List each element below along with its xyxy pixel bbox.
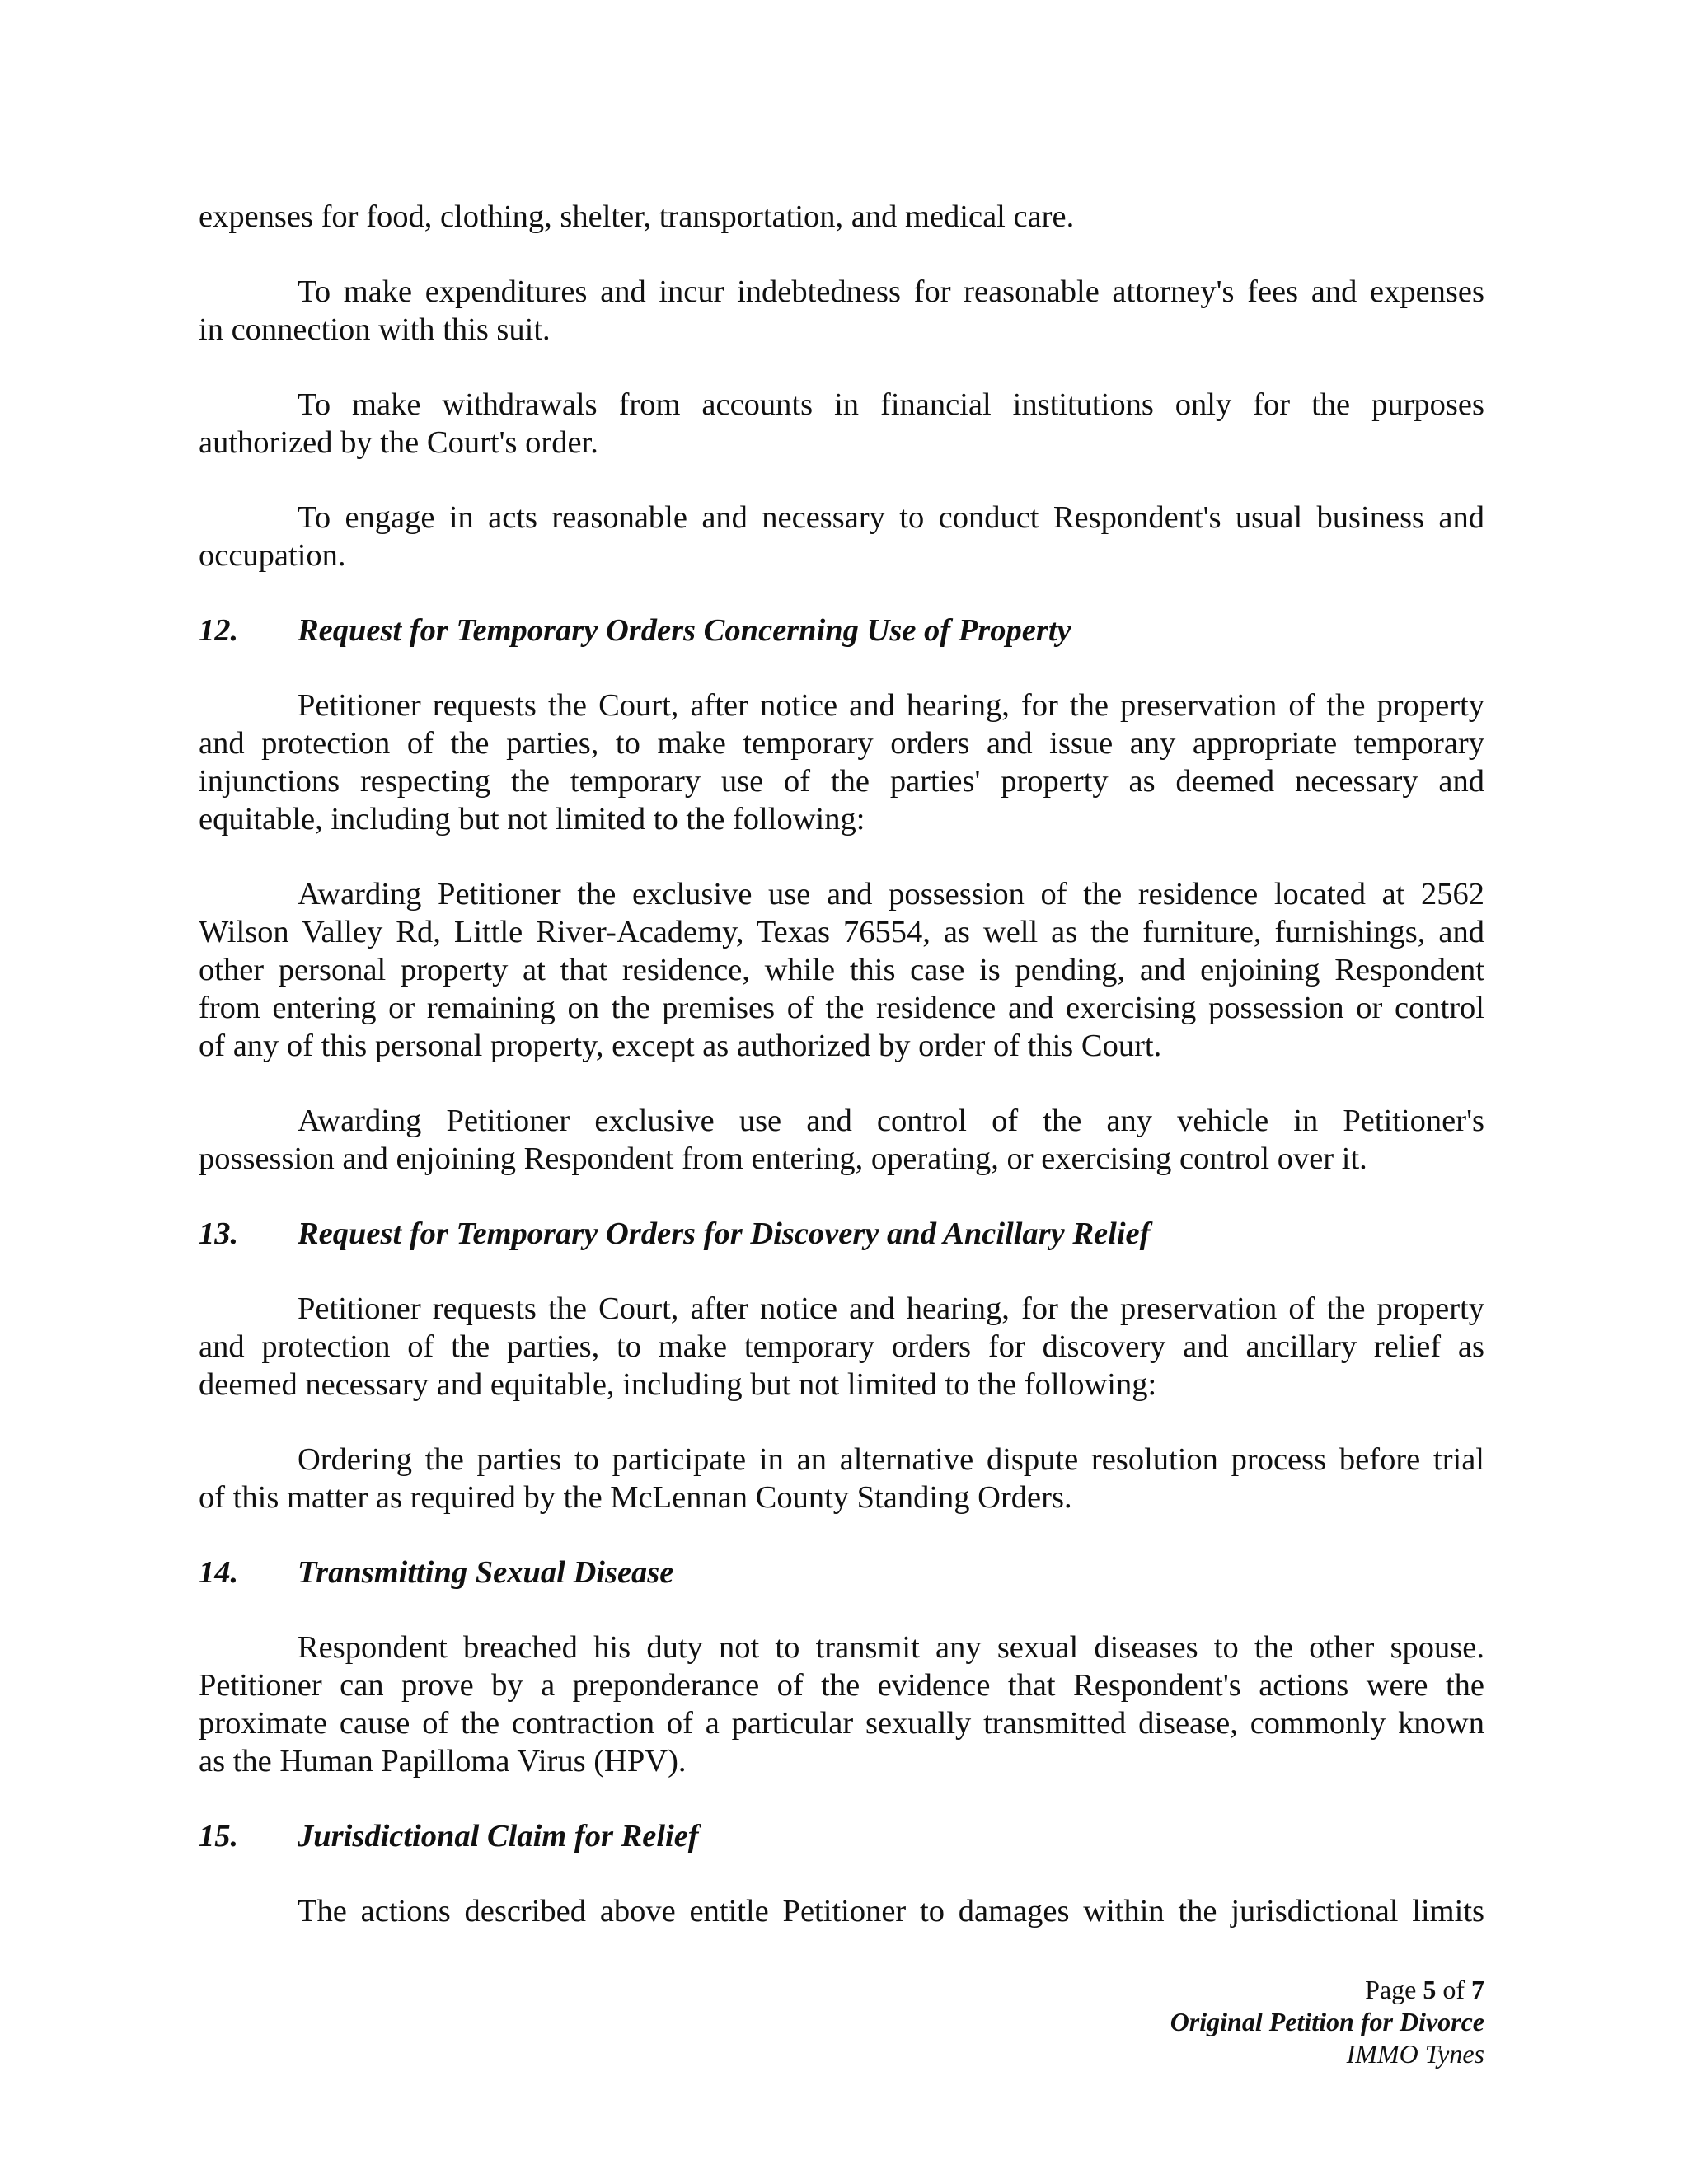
paragraph-line: Petitioner requests the Court, after notice and hearing, for the preservation of the property bbox=[298, 688, 1484, 723]
page-current: 5 bbox=[1423, 1975, 1437, 2004]
paragraph-line: and protection of the parties, to make temporary orders and issue any appropriate temporary bbox=[199, 726, 1484, 761]
section-title: Transmitting Sexual Disease bbox=[298, 1555, 674, 1590]
paragraph-line: equitable, including but not limited to the following: bbox=[199, 802, 865, 837]
paragraph-line: Petitioner requests the Court, after notice and hearing, for the preservation of the property bbox=[298, 1291, 1484, 1326]
paragraph-line: of this matter as required by the McLennan County Standing Orders. bbox=[199, 1480, 1072, 1515]
section-number: 13. bbox=[199, 1216, 239, 1251]
paragraph-line: Awarding Petitioner the exclusive use and possession of the residence located at 2562 bbox=[298, 877, 1484, 912]
paragraph-line: To make expenditures and incur indebtedness for reasonable attorney's fees and expenses bbox=[298, 274, 1484, 309]
paragraph-line: authorized by the Court's order. bbox=[199, 425, 598, 460]
page-word: Page bbox=[1365, 1975, 1417, 2004]
section-number: 15. bbox=[199, 1819, 239, 1854]
paragraph-line: Petitioner can prove by a preponderance of the evidence that Respondent's actions were the bbox=[199, 1668, 1484, 1703]
paragraph-line: from entering or remaining on the premises of the residence and exercising possession or control bbox=[199, 991, 1484, 1025]
paragraph-line: injunctions respecting the temporary use of the parties' property as deemed necessary and bbox=[199, 764, 1484, 799]
paragraph-line: occupation. bbox=[199, 538, 346, 573]
paragraph-line: and protection of the parties, to make temporary orders for discovery and ancillary relief as bbox=[199, 1329, 1484, 1364]
section-number: 14. bbox=[199, 1555, 239, 1590]
paragraph-line: To make withdrawals from accounts in financial institutions only for the purposes bbox=[298, 387, 1484, 422]
case-name: IMMO Tynes bbox=[1346, 2039, 1484, 2069]
section-number: 12. bbox=[199, 613, 239, 648]
page-of: of bbox=[1442, 1975, 1465, 2004]
paragraph-line: possession and enjoining Respondent from entering, operating, or exercising control over it. bbox=[199, 1141, 1367, 1176]
document-title: Original Petition for Divorce bbox=[1170, 2007, 1484, 2036]
section-title: Request for Temporary Orders Concerning Use of Property bbox=[298, 613, 1071, 648]
paragraph-line: Wilson Valley Rd, Little River-Academy, Texas 76554, as well as the furniture, furnishings, and bbox=[199, 915, 1484, 949]
paragraph-line: Respondent breached his duty not to transmit any sexual diseases to the other spouse. bbox=[298, 1630, 1484, 1665]
paragraph-line: The actions described above entitle Petitioner to damages within the jurisdictional limits bbox=[298, 1894, 1484, 1929]
paragraph-line: expenses for food, clothing, shelter, transportation, and medical care. bbox=[199, 199, 1075, 234]
paragraph-line: Ordering the parties to participate in an alternative dispute resolution process before trial bbox=[298, 1442, 1484, 1477]
paragraph-line: deemed necessary and equitable, including but not limited to the following: bbox=[199, 1367, 1157, 1402]
paragraph-line: as the Human Papilloma Virus (HPV). bbox=[199, 1744, 687, 1779]
paragraph-line: of any of this personal property, except as authorized by order of this Court. bbox=[199, 1029, 1162, 1063]
paragraph-line: other personal property at that residence, while this case is pending, and enjoining Respondent bbox=[199, 953, 1484, 987]
section-title: Request for Temporary Orders for Discovery and Ancillary Relief bbox=[298, 1216, 1151, 1251]
paragraph-line: proximate cause of the contraction of a particular sexually transmitted disease, commonly known bbox=[199, 1706, 1484, 1741]
page-total: 7 bbox=[1471, 1975, 1484, 2004]
paragraph-line: Awarding Petitioner exclusive use and control of the any vehicle in Petitioner's bbox=[298, 1104, 1484, 1138]
paragraph-line: in connection with this suit. bbox=[199, 312, 551, 347]
paragraph-line: To engage in acts reasonable and necessary to conduct Respondent's usual business and bbox=[298, 500, 1484, 535]
page-number bbox=[1365, 1973, 1484, 2006]
section-title: Jurisdictional Claim for Relief bbox=[298, 1819, 699, 1854]
